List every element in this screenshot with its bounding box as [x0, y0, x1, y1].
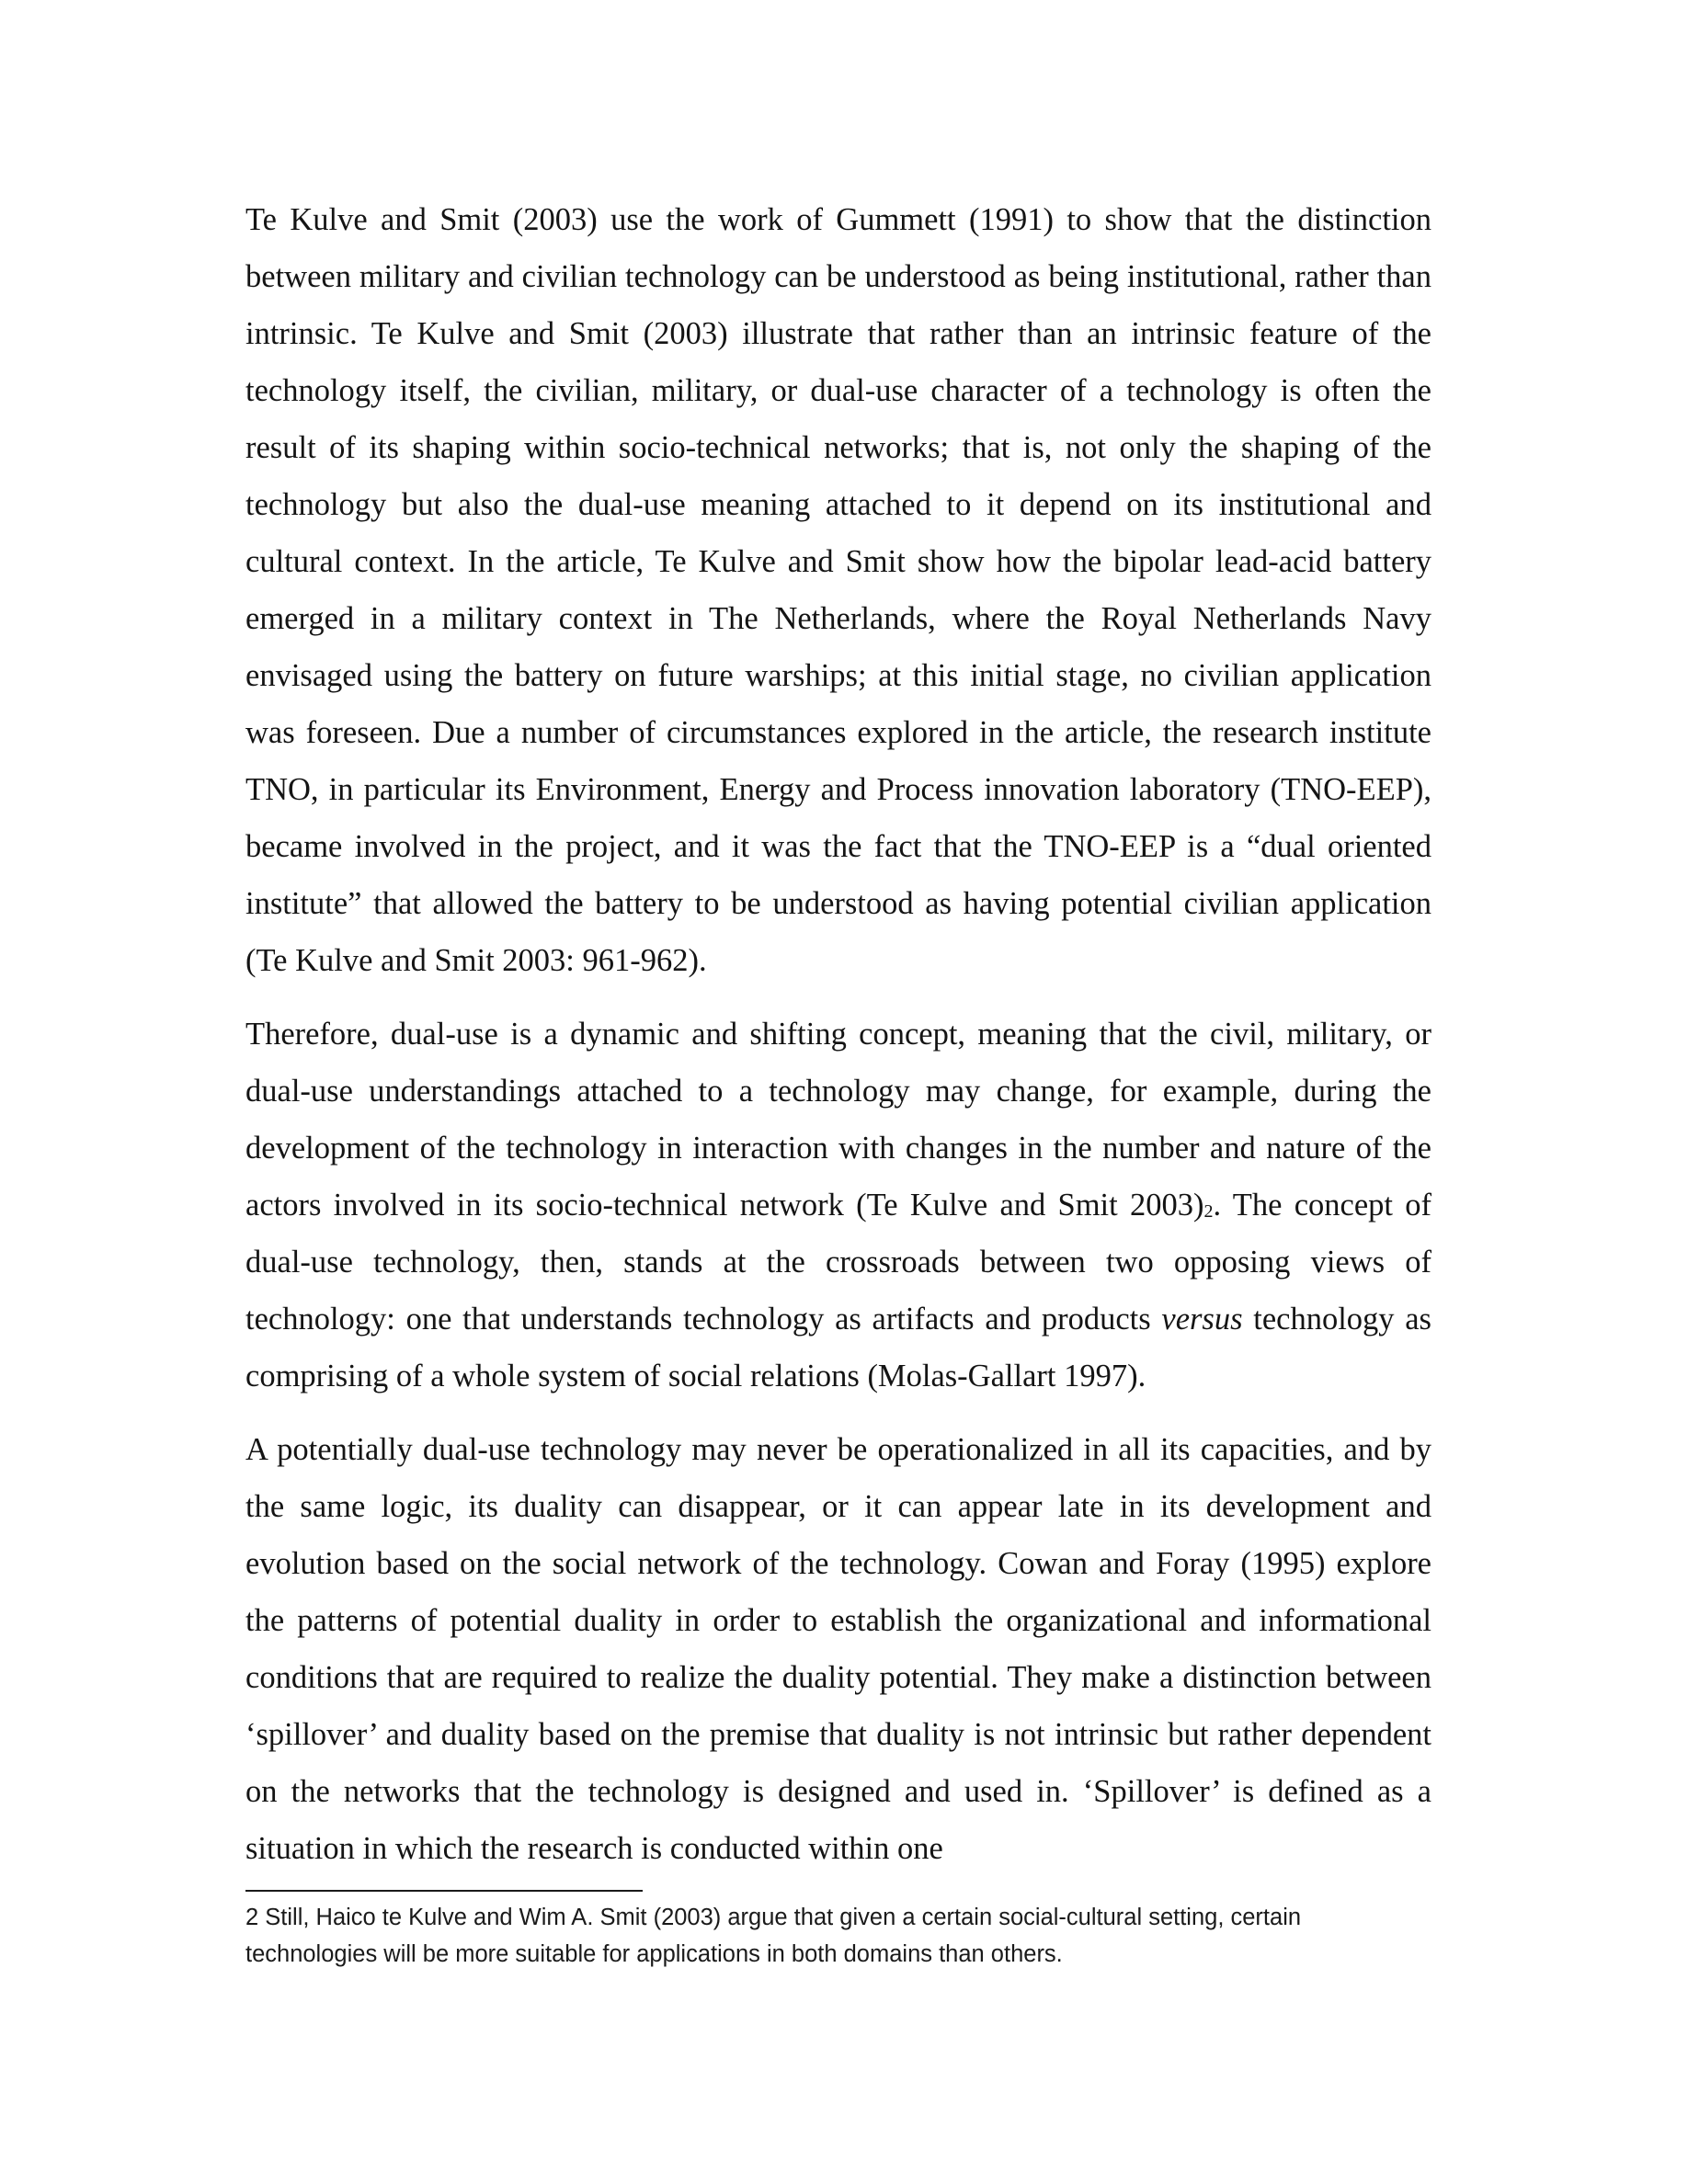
paragraph-1: Te Kulve and Smit (2003) use the work of Gummett (1991) to show that the distinction between military and civilian technology can be understood as being institutional, rather than intrinsic. Te Kulve and Smit (2003) illustrate that rather than an intrinsic feature of the technology itself, the civilian, military, or dual-use character of a technology is often the result of its shaping within socio-technical networks; that is, not only the shaping of the technology but also the dual-use meaning attached to it depend on its institutional and cultural context. In the article, Te Kulve and Smit show how the bipolar lead-acid battery emerged in a military context in The Netherlands, where the Royal Netherlands Navy envisaged using the battery on future warships; at this initial stage, no civilian application was foreseen. Due a number of circumstances explored in the article, the research institute TNO, in particular its Environment, Energy and Process innovation laboratory (TNO-EEP), became involved in the project, and it was the fact that the TNO-EEP is a “dual oriented institute” that allowed the battery to be understood as having potential civilian application (Te Kulve and Smit 2003: 961-962). [245, 202, 1431, 978]
paragraph-3: A potentially dual-use technology may never be operationalized in all its capacities, and by the same logic, its duality can disappear, or it can appear late in its development and evolution based on the social network of the technology. Cowan and Foray (1995) explore the patterns of potential duality in order to establish the organizational and informational conditions that are required to realize the duality potential. They make a distinction between ‘spillover’ and duality based on the premise that duality is not intrinsic but rather dependent on the networks that the technology is designed and used in. ‘Spillover’ is defined as a situation in which the research is conducted within one [245, 1432, 1431, 1866]
paragraph-2-text-a: Therefore, dual-use is a dynamic and shifting concept, meaning that the civil, military, or dual-use understandings attached to a technology may change, for example, during the development of the technology in interaction with changes in the number and nature of the actors involved in its socio-technical network (Te Kulve and Smit 2003) [245, 1017, 1431, 1223]
paragraph-2-text-b: . The concept of dual-use technology, then, stands at the crossroads between two opposing views of technology: one that understands technology as artifacts and products [245, 1188, 1431, 1337]
footnote-separator [245, 1890, 643, 1892]
paragraph-2-text-c: technology as comprising of a whole system of social relations (Molas-Gallart 1997). [245, 1302, 1431, 1393]
emphasis-versus: versus [1161, 1302, 1243, 1337]
paragraph-2 [245, 1006, 1431, 1405]
footnote-reference: 2 [1203, 1201, 1214, 1222]
footnote-2: 2 Still, Haico te Kulve and Wim A. Smit (2003) argue that given a certain social-cultural setting, certain technologies will be more suitable for applications in both domains than others. [245, 1905, 1302, 1967]
